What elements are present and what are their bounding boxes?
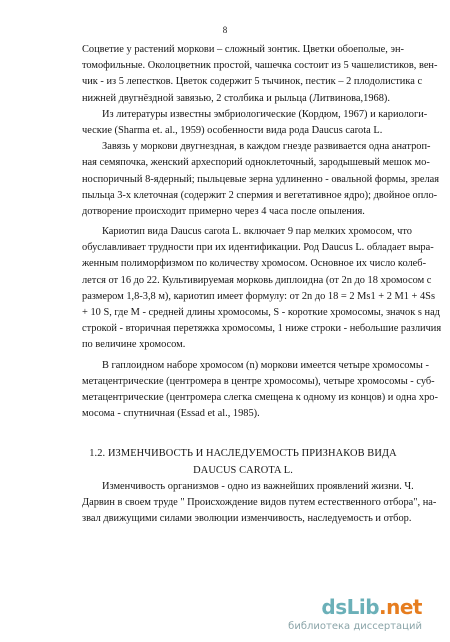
text-line: пыльца 3-х клеточная (содержит 2 спермия и вегетативное ядро); двойное опло-	[82, 189, 438, 201]
text-line: В гаплоидном наборе хромосом (n) моркови имеется четыре хромосомы -	[102, 359, 429, 371]
text-line: строкой - вторичная перетяжка хромосомы, 1 ниже строки - небольшие различия	[82, 323, 442, 335]
text-line: чик - из 5 лепестков. Цветок содержит 5 тычинок, пестик – 2 плодолистика с	[82, 76, 423, 88]
text-line: 1.2. ИЗМЕНЧИВОСТЬ И НАСЛЕДУЕМОСТЬ ПРИЗНАКОВ ВИДА	[89, 448, 397, 460]
text-line: обуславливает трудности при их идентификации. Род Daucus L. обладает выра-	[82, 242, 434, 254]
text-line: Соцветие у растений моркови – сложный зонтик. Цветки обоеполые, эн-	[82, 44, 404, 55]
text-line: носпоричный 8-ядерный; пыльцевые зерна удлиненно - овальной формы, зрелая	[82, 173, 440, 185]
watermark	[272, 596, 422, 636]
text-line: женным полиморфизмом по количеству хромосом. Основное их число колеб-	[82, 258, 427, 270]
text-line: нижней двугнёздной завязью, 2 столбика и рыльца (Литвинова,1968).	[82, 92, 390, 104]
text-line: Дарвин в своем труде " Происхождение видов путем естественного отбора", на-	[82, 496, 437, 508]
text-line: + 10 S, где М - средней длины хромосомы, S - короткие хромосомы, значок s над	[82, 307, 440, 318]
body-text	[82, 42, 442, 527]
text-line: дотворение происходит примерно через 4 часа после опыления.	[82, 205, 365, 217]
text-line: Из литературы известны эмбриологические (Кордюм, 1967) и кариологи-	[102, 108, 428, 120]
text-line: звал движущими силами эволюции изменчивость, наследуемость и отбор.	[82, 513, 412, 525]
text-line: ная семяпочка, женский археспорий одноклеточный, зародышевый мешок мо-	[82, 157, 430, 169]
text-line: лется от 16 до 22. Культивируемая морковь диплоидна (от 2n до 18 хромосом с	[82, 274, 432, 286]
text-line: размером 1,8-3,8 м), кариотип имеет формулу: от 2n до 18 = 2 Ms1 + 2 M1 + 4Ss	[82, 290, 436, 302]
text-line: по величине хромосом.	[82, 339, 186, 351]
text-line: томофильные. Околоцветник простой, чашечка состоит из 5 чашелистиков, вен-	[82, 60, 438, 72]
text-line: Кариотип вида Daucus carota L. включает 9 пар мелких хромосом, что	[102, 226, 412, 238]
text-line: метацентрические (центромера в центре хромосомы), четыре хромосомы - суб-	[82, 375, 435, 387]
text-line: Завязь у моркови двугнездная, в каждом гнезде развивается одна анатроп-	[102, 141, 431, 153]
page-number: 8	[222, 25, 228, 35]
text-line: мосома - спутничная (Essad et al., 1985).	[82, 408, 260, 420]
text-line: DAUCUS CAROTA L.	[193, 464, 293, 476]
text-line: Изменчивость организмов - одно из важнейших проявлений жизни. Ч.	[102, 480, 414, 492]
watermark-logo-prefix: dsLib	[321, 595, 380, 619]
watermark-logo-suffix: .net	[379, 595, 422, 619]
text-line: ческие (Sharma et. al., 1959) особенности вида рода Daucus carota L.	[82, 124, 383, 136]
text-line: метацентрические (центромера слегка смещена к одному из концов) и одна хро-	[82, 391, 438, 403]
watermark-logo	[321, 596, 422, 618]
watermark-subtitle: библиотека диссертаций	[288, 621, 422, 632]
